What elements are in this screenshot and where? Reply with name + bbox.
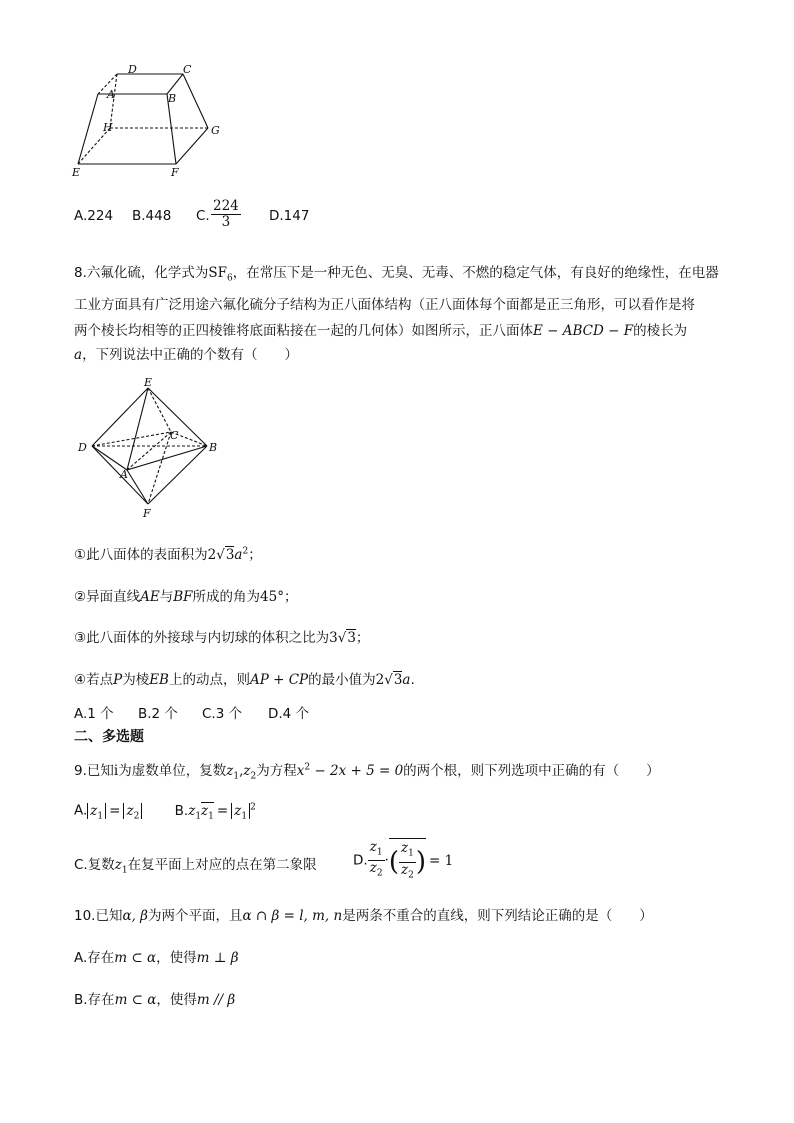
fig1-label-C: C	[183, 63, 192, 76]
q8-option-a: A.1 个	[74, 706, 114, 722]
q8-line-1: 8.六氟化硫，化学式为$SF_6$，在常压下是一种无色、无臭、无毒、不燃的稳定气体，有良好的绝缘性，在电器	[74, 265, 719, 284]
fig2-label-D: D	[78, 441, 87, 454]
fig2-label-F: F	[143, 507, 151, 520]
q7-option-b: B.448	[132, 208, 172, 224]
q9-option-d: D. $\frac{z_1}{z_2}$ ·( $\frac{z_1}{z_2}$ ) = 1	[353, 838, 453, 883]
q8-options	[74, 702, 309, 722]
q8-option-d: D.4 个	[268, 706, 310, 722]
q8-line-3: 两个棱长均相等的正四棱锥将底面粘接在一起的几何体）如图所示，正八面体E − ABCD − F的棱长为	[74, 323, 688, 339]
statement-2: ②异面直线AE与BF所成的角为45°；	[74, 589, 298, 605]
q9-option-c: C.复数$z_1$在复平面上对应的点在第二象限	[74, 857, 317, 876]
q9-stem: 9.已知i为虚数单位，复数$z_1,z_2$为方程$x^2 - 2x + 5 = 0$的两个根，则下列选项中正确的有（ ）	[74, 762, 660, 782]
q7-option-d: D.147	[269, 208, 310, 224]
fig1-label-E: E	[72, 166, 81, 179]
figure-frustum	[70, 62, 230, 182]
figure-octahedron	[74, 374, 224, 522]
q9-option-a: A. $z_1 = z_2$	[74, 803, 142, 819]
fig1-label-D: D	[128, 63, 137, 76]
q10-option-a: A.存在m ⊂ α，使得m ⊥ β	[74, 950, 239, 966]
q8-option-c: C.3 个	[202, 706, 243, 722]
fig1-label-F: F	[171, 166, 179, 179]
q10-option-b: B.存在m ⊂ α，使得m // β	[74, 992, 236, 1008]
q9-options-ab	[74, 802, 256, 821]
q8-line-4: a，下列说法中正确的个数有（ ）	[74, 347, 299, 363]
q7-option-a: A.224	[74, 208, 114, 224]
fig2-label-B: B	[209, 441, 218, 454]
statement-3: ③此八面体的外接球与内切球的体积之比为3√3；	[74, 630, 370, 646]
q10-stem: 10.已知α, β为两个平面，且α ∩ β = l, m, n是两条不重合的直线，则下列结论正确的是（ ）	[74, 908, 653, 924]
fig1-label-G: G	[211, 124, 220, 137]
q8-option-b: B.2 个	[138, 706, 178, 722]
section-heading: 二、多选题	[74, 729, 144, 745]
fig1-label-B: B	[168, 92, 177, 105]
fig2-label-A: A	[120, 468, 128, 481]
q7-option-c-prefix: C.	[196, 208, 210, 224]
statement-4: ④若点P为棱EB上的动点，则AP + CP的最小值为2√3a.	[74, 672, 415, 688]
q7-option-c-fraction: $\frac{224}{3}$	[213, 198, 239, 230]
fig1-label-H: H	[103, 121, 113, 134]
fig1-label-A: A	[107, 88, 115, 101]
q8-line-2: 工业方面具有广泛用途六氟化硫分子结构为正八面体结构（正八面体每个面都是正三角形，可以看作是将	[74, 297, 695, 313]
fig2-label-E: E	[144, 376, 153, 389]
statement-1: ①此八面体的表面积为$2√3a^2$；	[74, 546, 262, 563]
fig2-label-C: C	[170, 429, 179, 442]
q9-option-b: $B.z_1z_1 = z_1^2$	[174, 802, 256, 822]
